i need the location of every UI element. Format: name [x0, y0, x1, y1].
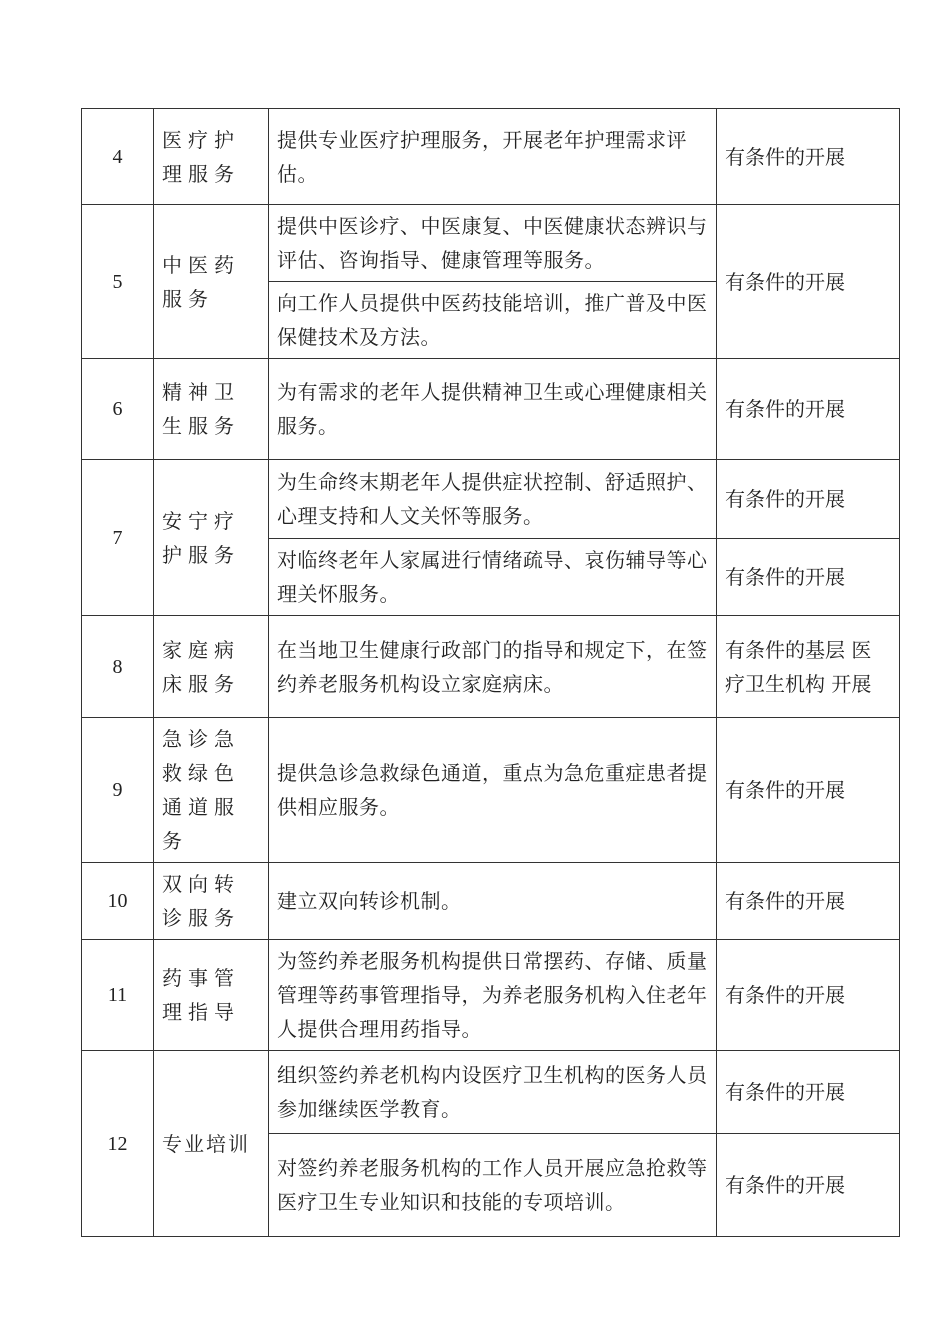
- row-number: 9: [82, 718, 154, 863]
- service-description: 对签约养老服务机构的工作人员开展应急抢救等医疗卫生专业知识和技能的专项培训。: [269, 1134, 717, 1237]
- service-description: 为签约养老服务机构提供日常摆药、存储、质量管理等药事管理指导，为养老服务机构入住老年人提供合理用药指导。: [269, 940, 717, 1051]
- service-condition: 有条件的开展: [717, 1051, 900, 1134]
- table-row: [82, 109, 900, 205]
- service-name: 中医药服务: [154, 205, 269, 359]
- service-description: 提供中医诊疗、中医康复、中医健康状态辨识与评估、咨询指导、健康管理等服务。: [269, 205, 717, 282]
- table-row: [82, 940, 900, 1051]
- service-description: 在当地卫生健康行政部门的指导和规定下，在签约养老服务机构设立家庭病床。: [269, 616, 717, 718]
- service-name: 双向转诊服务: [154, 863, 269, 940]
- service-name: 精神卫生服务: [154, 359, 269, 460]
- table-row: [82, 863, 900, 940]
- table-row: [82, 616, 900, 718]
- table-row: [82, 205, 900, 282]
- row-number: 12: [82, 1051, 154, 1237]
- service-description: 为生命终末期老年人提供症状控制、舒适照护、心理支持和人文关怀等服务。: [269, 460, 717, 539]
- service-condition: 有条件的开展: [717, 863, 900, 940]
- table-row: [82, 359, 900, 460]
- service-condition: 有条件的开展: [717, 359, 900, 460]
- row-number: 11: [82, 940, 154, 1051]
- service-condition: 有条件的基层 医疗卫生机构 开展: [717, 616, 900, 718]
- service-description: 组织签约养老机构内设医疗卫生机构的医务人员参加继续医学教育。: [269, 1051, 717, 1134]
- service-condition: 有条件的开展: [717, 109, 900, 205]
- table-row: [82, 460, 900, 539]
- service-name: 家庭病床服务: [154, 616, 269, 718]
- row-number: 6: [82, 359, 154, 460]
- service-description: 建立双向转诊机制。: [269, 863, 717, 940]
- service-name: 急诊急救绿色通道服务: [154, 718, 269, 863]
- table-row: [82, 1051, 900, 1134]
- service-name: 专业培训: [154, 1051, 269, 1237]
- service-condition: 有条件的开展: [717, 539, 900, 616]
- service-name: 药事管理指导: [154, 940, 269, 1051]
- table-row: [82, 718, 900, 863]
- service-condition: 有条件的开展: [717, 205, 900, 359]
- service-description: 为有需求的老年人提供精神卫生或心理健康相关服务。: [269, 359, 717, 460]
- row-number: 10: [82, 863, 154, 940]
- service-description: 对临终老年人家属进行情绪疏导、哀伤辅导等心理关怀服务。: [269, 539, 717, 616]
- row-number: 5: [82, 205, 154, 359]
- service-description: 向工作人员提供中医药技能培训，推广普及中医保健技术及方法。: [269, 282, 717, 359]
- service-table: [81, 108, 900, 1237]
- service-condition: 有条件的开展: [717, 940, 900, 1051]
- service-name: 安宁疗护服务: [154, 460, 269, 616]
- service-description: 提供急诊急救绿色通道，重点为急危重症患者提供相应服务。: [269, 718, 717, 863]
- service-description: 提供专业医疗护理服务，开展老年护理需求评估。: [269, 109, 717, 205]
- service-condition: 有条件的开展: [717, 718, 900, 863]
- service-condition: 有条件的开展: [717, 1134, 900, 1237]
- row-number: 8: [82, 616, 154, 718]
- service-condition: 有条件的开展: [717, 460, 900, 539]
- service-name: 医疗护理服务: [154, 109, 269, 205]
- row-number: 4: [82, 109, 154, 205]
- row-number: 7: [82, 460, 154, 616]
